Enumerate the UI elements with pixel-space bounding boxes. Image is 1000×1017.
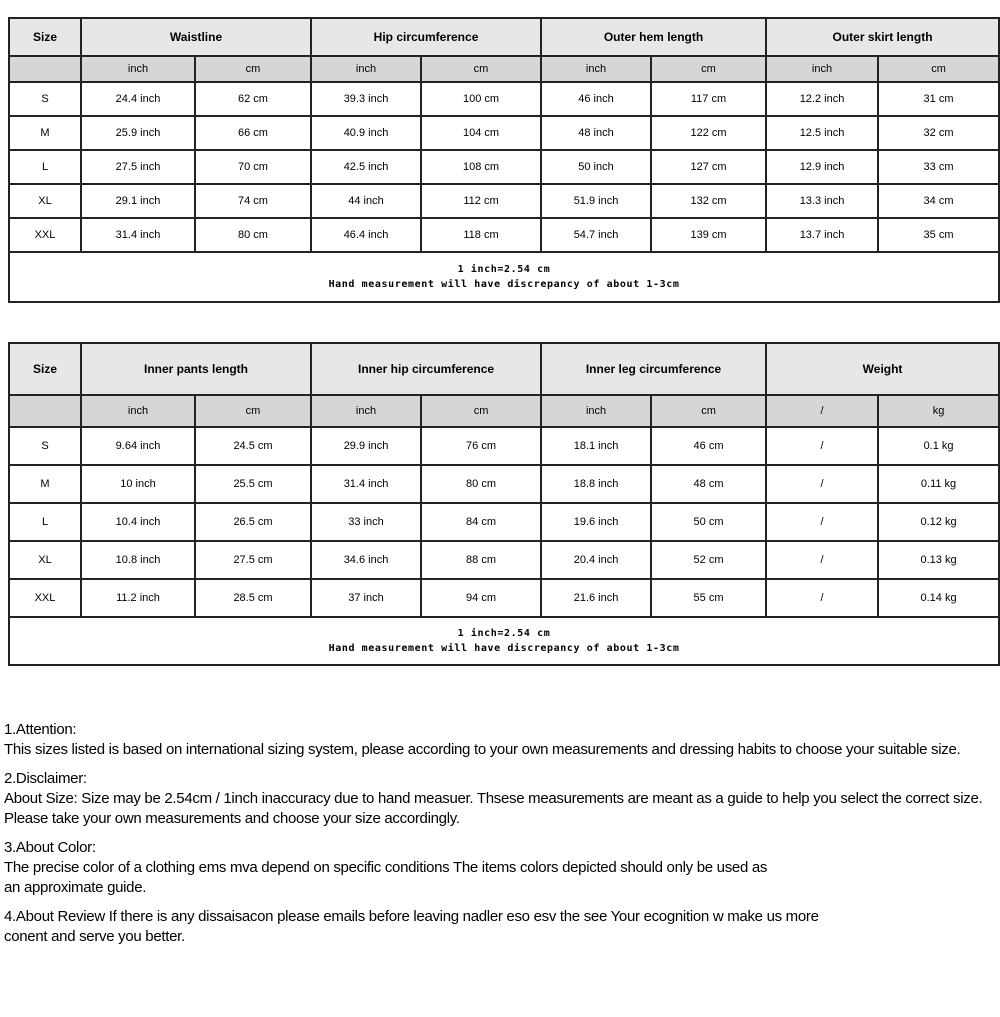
- note-line: About Size: Size may be 2.54cm / 1inch inaccuracy due to hand measuer. Thsese measurements are meant as a guide to help you select the correct size.: [4, 790, 983, 807]
- unit-header: cm: [421, 395, 541, 427]
- value-cell: 80 cm: [195, 218, 311, 252]
- unit-header-row: [9, 56, 999, 82]
- value-cell: 39.3 inch: [311, 82, 421, 116]
- value-cell: 24.5 cm: [195, 427, 311, 465]
- value-cell: 29.9 inch: [311, 427, 421, 465]
- unit-header: cm: [195, 56, 311, 82]
- value-cell: 70 cm: [195, 150, 311, 184]
- value-cell: /: [766, 579, 878, 617]
- size-row-l: [9, 503, 999, 541]
- value-cell: 117 cm: [651, 82, 766, 116]
- value-cell: 88 cm: [421, 541, 541, 579]
- group-header: Hip circumference: [311, 18, 541, 56]
- note-section-1: [4, 720, 1000, 760]
- value-cell: 52 cm: [651, 541, 766, 579]
- table-note-row: [9, 617, 999, 665]
- group-header: Weight: [766, 343, 999, 395]
- note-heading: 1.Attention:: [4, 721, 77, 738]
- group-header: Waistline: [81, 18, 311, 56]
- size-cell: M: [9, 465, 81, 503]
- value-cell: 127 cm: [651, 150, 766, 184]
- unit-header: cm: [878, 56, 999, 82]
- value-cell: 11.2 inch: [81, 579, 195, 617]
- size-cell: XL: [9, 184, 81, 218]
- note-line: This sizes listed is based on international sizing system, please according to your own measurements and dressing habits to choose your suitable size.: [4, 741, 961, 758]
- unit-header: inch: [81, 395, 195, 427]
- table-note-line: Hand measurement will have discrepancy of about 1-3cm: [328, 643, 680, 654]
- value-cell: 62 cm: [195, 82, 311, 116]
- value-cell: 25.5 cm: [195, 465, 311, 503]
- value-cell: 12.5 inch: [766, 116, 878, 150]
- value-cell: 0.1 kg: [878, 427, 999, 465]
- value-cell: 34.6 inch: [311, 541, 421, 579]
- value-cell: 19.6 inch: [541, 503, 651, 541]
- table-note: [9, 252, 999, 302]
- value-cell: 34 cm: [878, 184, 999, 218]
- value-cell: 28.5 cm: [195, 579, 311, 617]
- value-cell: 18.1 inch: [541, 427, 651, 465]
- value-cell: 27.5 inch: [81, 150, 195, 184]
- size-row-s: [9, 82, 999, 116]
- value-cell: 76 cm: [421, 427, 541, 465]
- value-cell: 50 cm: [651, 503, 766, 541]
- note-line: an approximate guide.: [4, 879, 147, 896]
- group-header: Outer skirt length: [766, 18, 999, 56]
- value-cell: 0.12 kg: [878, 503, 999, 541]
- value-cell: /: [766, 541, 878, 579]
- value-cell: /: [766, 427, 878, 465]
- value-cell: 35 cm: [878, 218, 999, 252]
- unit-header: cm: [195, 395, 311, 427]
- unit-header: /: [766, 395, 878, 427]
- size-row-xxl: [9, 218, 999, 252]
- value-cell: 13.7 inch: [766, 218, 878, 252]
- table-note-line: 1 inch=2.54 cm: [457, 264, 551, 275]
- value-cell: 12.9 inch: [766, 150, 878, 184]
- value-cell: 21.6 inch: [541, 579, 651, 617]
- size-cell: XXL: [9, 218, 81, 252]
- size-row-m: [9, 116, 999, 150]
- value-cell: 40.9 inch: [311, 116, 421, 150]
- value-cell: 13.3 inch: [766, 184, 878, 218]
- value-cell: 48 cm: [651, 465, 766, 503]
- value-cell: 0.13 kg: [878, 541, 999, 579]
- value-cell: 122 cm: [651, 116, 766, 150]
- unit-header: cm: [651, 56, 766, 82]
- value-cell: 29.1 inch: [81, 184, 195, 218]
- size-row-xl: [9, 184, 999, 218]
- value-cell: 48 inch: [541, 116, 651, 150]
- value-cell: 18.8 inch: [541, 465, 651, 503]
- value-cell: 139 cm: [651, 218, 766, 252]
- size-row-xxl: [9, 579, 999, 617]
- unit-header: cm: [421, 56, 541, 82]
- table-note-row: [9, 252, 999, 302]
- size-cell: S: [9, 427, 81, 465]
- value-cell: 46 inch: [541, 82, 651, 116]
- group-header: Inner hip circumference: [311, 343, 541, 395]
- value-cell: 94 cm: [421, 579, 541, 617]
- value-cell: 31.4 inch: [81, 218, 195, 252]
- size-cell: XL: [9, 541, 81, 579]
- unit-header: inch: [766, 56, 878, 82]
- size-row-m: [9, 465, 999, 503]
- note-section-2: [4, 769, 1000, 829]
- value-cell: 10 inch: [81, 465, 195, 503]
- inner-garment-size-table: [8, 342, 1000, 666]
- value-cell: 118 cm: [421, 218, 541, 252]
- value-cell: /: [766, 503, 878, 541]
- size-cell: L: [9, 503, 81, 541]
- value-cell: 0.14 kg: [878, 579, 999, 617]
- table-note-line: Hand measurement will have discrepancy of about 1-3cm: [328, 279, 680, 290]
- group-header-row: [9, 18, 999, 56]
- value-cell: 31.4 inch: [311, 465, 421, 503]
- value-cell: 26.5 cm: [195, 503, 311, 541]
- group-header: Inner leg circumference: [541, 343, 766, 395]
- size-cell: M: [9, 116, 81, 150]
- unit-corner-cell: [9, 395, 81, 427]
- note-line: conent and serve you better.: [4, 928, 185, 945]
- value-cell: 37 inch: [311, 579, 421, 617]
- value-cell: /: [766, 465, 878, 503]
- outer-garment-size-table: [8, 17, 1000, 303]
- value-cell: 104 cm: [421, 116, 541, 150]
- table-note: [9, 617, 999, 665]
- unit-header-row: [9, 395, 999, 427]
- value-cell: 33 cm: [878, 150, 999, 184]
- value-cell: 32 cm: [878, 116, 999, 150]
- value-cell: 20.4 inch: [541, 541, 651, 579]
- size-row-l: [9, 150, 999, 184]
- value-cell: 74 cm: [195, 184, 311, 218]
- value-cell: 51.9 inch: [541, 184, 651, 218]
- unit-header: inch: [541, 395, 651, 427]
- note-heading: 2.Disclaimer:: [4, 770, 87, 787]
- size-cell: L: [9, 150, 81, 184]
- unit-corner-cell: [9, 56, 81, 82]
- group-header: Outer hem length: [541, 18, 766, 56]
- size-column-header: Size: [9, 18, 81, 56]
- unit-header: inch: [311, 395, 421, 427]
- unit-header: inch: [311, 56, 421, 82]
- size-chart-page: [0, 17, 1000, 947]
- value-cell: 10.8 inch: [81, 541, 195, 579]
- value-cell: 50 inch: [541, 150, 651, 184]
- notes-section: [4, 720, 1000, 947]
- value-cell: 84 cm: [421, 503, 541, 541]
- value-cell: 25.9 inch: [81, 116, 195, 150]
- note-line: 4.About Review If there is any dissaisacon please emails before leaving nadler eso esv the see Your ecognition w make us more: [4, 908, 819, 925]
- value-cell: 44 inch: [311, 184, 421, 218]
- note-section-3: [4, 838, 1000, 898]
- value-cell: 0.11 kg: [878, 465, 999, 503]
- value-cell: 46.4 inch: [311, 218, 421, 252]
- size-cell: S: [9, 82, 81, 116]
- group-header-row: [9, 343, 999, 395]
- value-cell: 55 cm: [651, 579, 766, 617]
- value-cell: 54.7 inch: [541, 218, 651, 252]
- value-cell: 27.5 cm: [195, 541, 311, 579]
- note-line: The precise color of a clothing ems mva depend on specific conditions The items colors depicted should only be used as: [4, 859, 768, 876]
- size-row-s: [9, 427, 999, 465]
- value-cell: 100 cm: [421, 82, 541, 116]
- value-cell: 31 cm: [878, 82, 999, 116]
- table-note-line: 1 inch=2.54 cm: [457, 628, 551, 639]
- size-column-header: Size: [9, 343, 81, 395]
- value-cell: 12.2 inch: [766, 82, 878, 116]
- unit-header: cm: [651, 395, 766, 427]
- value-cell: 66 cm: [195, 116, 311, 150]
- value-cell: 108 cm: [421, 150, 541, 184]
- size-row-xl: [9, 541, 999, 579]
- value-cell: 9.64 inch: [81, 427, 195, 465]
- value-cell: 112 cm: [421, 184, 541, 218]
- unit-header: kg: [878, 395, 999, 427]
- group-header: Inner pants length: [81, 343, 311, 395]
- value-cell: 46 cm: [651, 427, 766, 465]
- value-cell: 24.4 inch: [81, 82, 195, 116]
- value-cell: 33 inch: [311, 503, 421, 541]
- value-cell: 132 cm: [651, 184, 766, 218]
- value-cell: 10.4 inch: [81, 503, 195, 541]
- value-cell: 80 cm: [421, 465, 541, 503]
- unit-header: inch: [541, 56, 651, 82]
- size-cell: XXL: [9, 579, 81, 617]
- unit-header: inch: [81, 56, 195, 82]
- note-section-4: [4, 907, 1000, 947]
- note-line: Please take your own measurements and choose your size accordingly.: [4, 810, 460, 827]
- note-heading: 3.About Color:: [4, 839, 96, 856]
- value-cell: 42.5 inch: [311, 150, 421, 184]
